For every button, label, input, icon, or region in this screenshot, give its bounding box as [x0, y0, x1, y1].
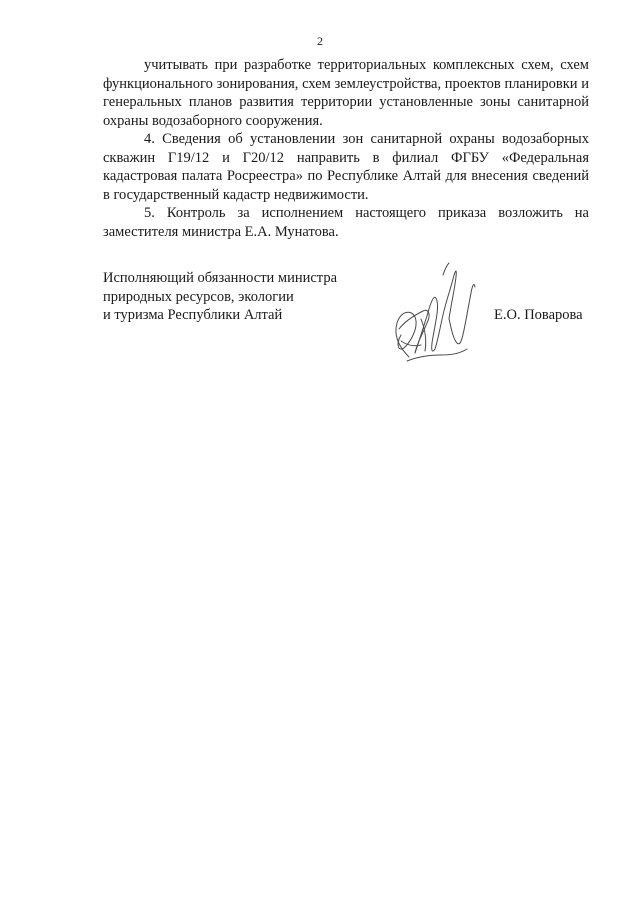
- signatory-title-line-3: и туризма Республики Алтай: [103, 307, 283, 323]
- paragraph-item-5: 5. Контроль за исполнением настоящего приказа возложить на заместителя министра Е.А. Мунатова.: [103, 205, 589, 240]
- signatory-title: [103, 269, 337, 325]
- signatory-name: Е.О. Поварова: [494, 307, 583, 323]
- signature-block: [103, 269, 589, 379]
- signatory-title-line-2: природных ресурсов, экологии: [103, 288, 294, 305]
- handwritten-signature: [371, 257, 483, 377]
- paragraph-item-4: 4. Сведения об установлении зон санитарной охраны водозаборных скважин Г19/12 и Г20/12 направить в филиал ФГБУ «Федеральная кадастровая палата Росреестра» по Республике Алтай для внесения сведений в государственный кадастр недвижимости.: [103, 131, 589, 203]
- page-number: 2: [317, 34, 323, 48]
- paragraph-continuation: учитывать при разработке территориальных комплексных схем, схем функционального зонирования, схем землеустройства, проектов планировки и генеральных планов развития территории установленные зоны санитарной охраны водозаборного сооружения.: [103, 57, 589, 129]
- document-body: [103, 56, 589, 241]
- signatory-title-line-1: Исполняющий обязанности министра: [103, 270, 338, 286]
